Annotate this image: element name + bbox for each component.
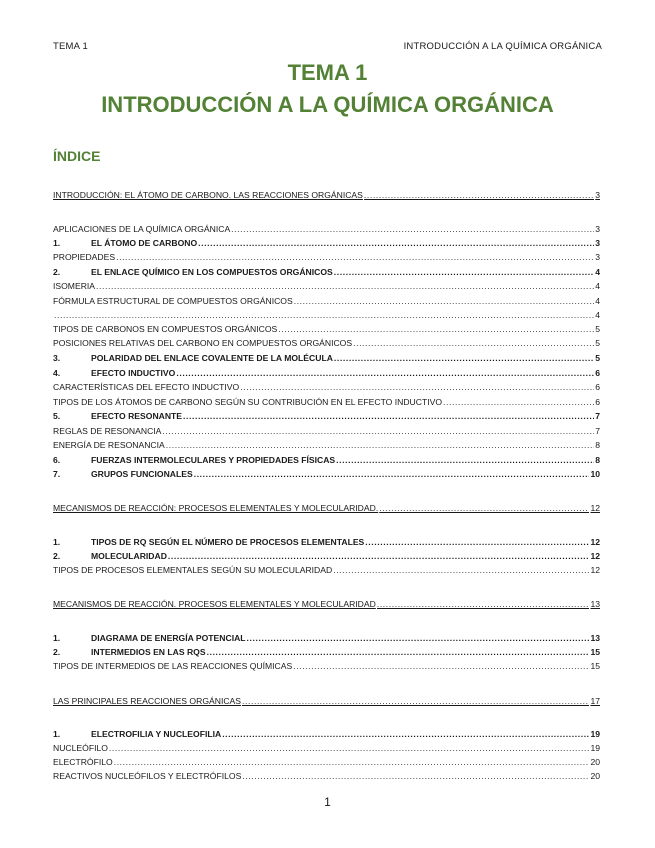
toc-entry-numbered[interactable]: 1. TIPOS DE RQ SEGÚN EL NÚMERO DE PROCESOS ELEMENTALES ..... 12	[53, 535, 600, 548]
toc-entry[interactable]: ENERGÍA DE RESONANCIA ..... 8	[53, 438, 600, 451]
toc-entry-numbered[interactable]: 7. GRUPOS FUNCIONALES ..... 10	[53, 467, 600, 480]
toc-entry-section[interactable]: INTRODUCCIÓN: EL ÁTOMO DE CARBONO. LAS REACCIONES ORGÁNICAS ..... 3	[53, 188, 600, 201]
toc-entry-numbered[interactable]: 3. POLARIDAD DEL ENLACE COVALENTE DE LA MOLÉCULA ..... 5	[53, 351, 600, 364]
toc-entry-section[interactable]: LAS PRINCIPALES REACCIONES ORGÁNICAS ..... 17	[53, 694, 600, 707]
toc-entry[interactable]: PROPIEDADES ..... 3	[53, 250, 600, 263]
toc-entry-blank[interactable]: ..... 4	[53, 308, 600, 321]
toc-entry[interactable]: CARACTERÍSTICAS DEL EFECTO INDUCTIVO ..... 6	[53, 380, 600, 393]
toc-entry[interactable]: FÓRMULA ESTRUCTURAL DE COMPUESTOS ORGÁNICOS ..... 4	[53, 294, 600, 307]
toc-entry-numbered[interactable]: 2. EL ENLACE QUÍMICO EN LOS COMPUESTOS ORGÁNICOS ..... 4	[53, 265, 600, 278]
toc-entry-numbered[interactable]: 5. EFECTO RESONANTE ..... 7	[53, 409, 600, 422]
running-header-left: TEMA 1	[53, 41, 88, 52]
toc-entry-numbered[interactable]: 6. FUERZAS INTERMOLECULARES Y PROPIEDADES FÍSICAS ..... 8	[53, 453, 600, 466]
toc-entry-numbered[interactable]: 4. EFECTO INDUCTIVO ..... 6	[53, 366, 600, 379]
toc-entry[interactable]: TIPOS DE CARBONOS EN COMPUESTOS ORGÁNICOS ..... 5	[53, 322, 600, 335]
document-title-line2: INTRODUCCIÓN A LA QUÍMICA ORGÁNICA	[101, 92, 554, 117]
toc-entry-numbered[interactable]: 2. INTERMEDIOS EN LAS RQS ..... 15	[53, 645, 600, 658]
toc-entry[interactable]: TIPOS DE PROCESOS ELEMENTALES SEGÚN SU MOLECULARIDAD ..... 12	[53, 563, 600, 576]
toc-entry[interactable]: ELECTRÓFILO ..... 20	[53, 755, 600, 768]
toc-entry[interactable]: ISOMERIA ..... 4	[53, 279, 600, 292]
toc-entry[interactable]: REGLAS DE RESONANCIA ..... 7	[53, 424, 600, 437]
toc-entry[interactable]: NUCLEÓFILO ..... 19	[53, 741, 600, 754]
toc-entry-numbered[interactable]: 2. MOLECULARIDAD ..... 12	[53, 549, 600, 562]
toc-entry[interactable]: REACTIVOS NUCLEÓFILOS Y ELECTRÓFILOS ..... 20	[53, 769, 600, 782]
toc-entry-numbered[interactable]: 1. ELECTROFILIA Y NUCLEOFILIA ..... 19	[53, 727, 600, 740]
running-header-right: INTRODUCCIÓN A LA QUÍMICA ORGÁNICA	[403, 41, 602, 52]
toc-entry[interactable]: TIPOS DE LOS ÁTOMOS DE CARBONO SEGÚN SU CONTRIBUCIÓN EN EL EFECTO INDUCTIVO ..... 6	[53, 395, 600, 408]
document-title-line1: TEMA 1	[287, 60, 368, 85]
toc-entry[interactable]: APLICACIONES DE LA QUÍMICA ORGÁNICA ..... 3	[53, 222, 600, 235]
toc-entry-numbered[interactable]: 1. DIAGRAMA DE ENERGÍA POTENCIAL ..... 13	[53, 631, 600, 644]
index-heading: ÍNDICE	[53, 148, 101, 164]
toc-entry-section[interactable]: MECANISMOS DE REACCIÓN: PROCESOS ELEMENTALES Y MOLECULARIDAD. ..... 12	[53, 501, 600, 514]
toc-entry-numbered[interactable]: 1. EL ÁTOMO DE CARBONO ..... 3	[53, 236, 600, 249]
toc-entry[interactable]: POSICIONES RELATIVAS DEL CARBONO EN COMPUESTOS ORGÁNICOS ..... 5	[53, 336, 600, 349]
toc-entry-section[interactable]: MECANISMOS DE REACCIÓN. PROCESOS ELEMENTALES Y MOLECULARIDAD ..... 13	[53, 597, 600, 610]
toc-entry[interactable]: TIPOS DE INTERMEDIOS DE LAS REACCIONES QUÍMICAS ..... 15	[53, 659, 600, 672]
page-number: 1	[324, 795, 331, 809]
